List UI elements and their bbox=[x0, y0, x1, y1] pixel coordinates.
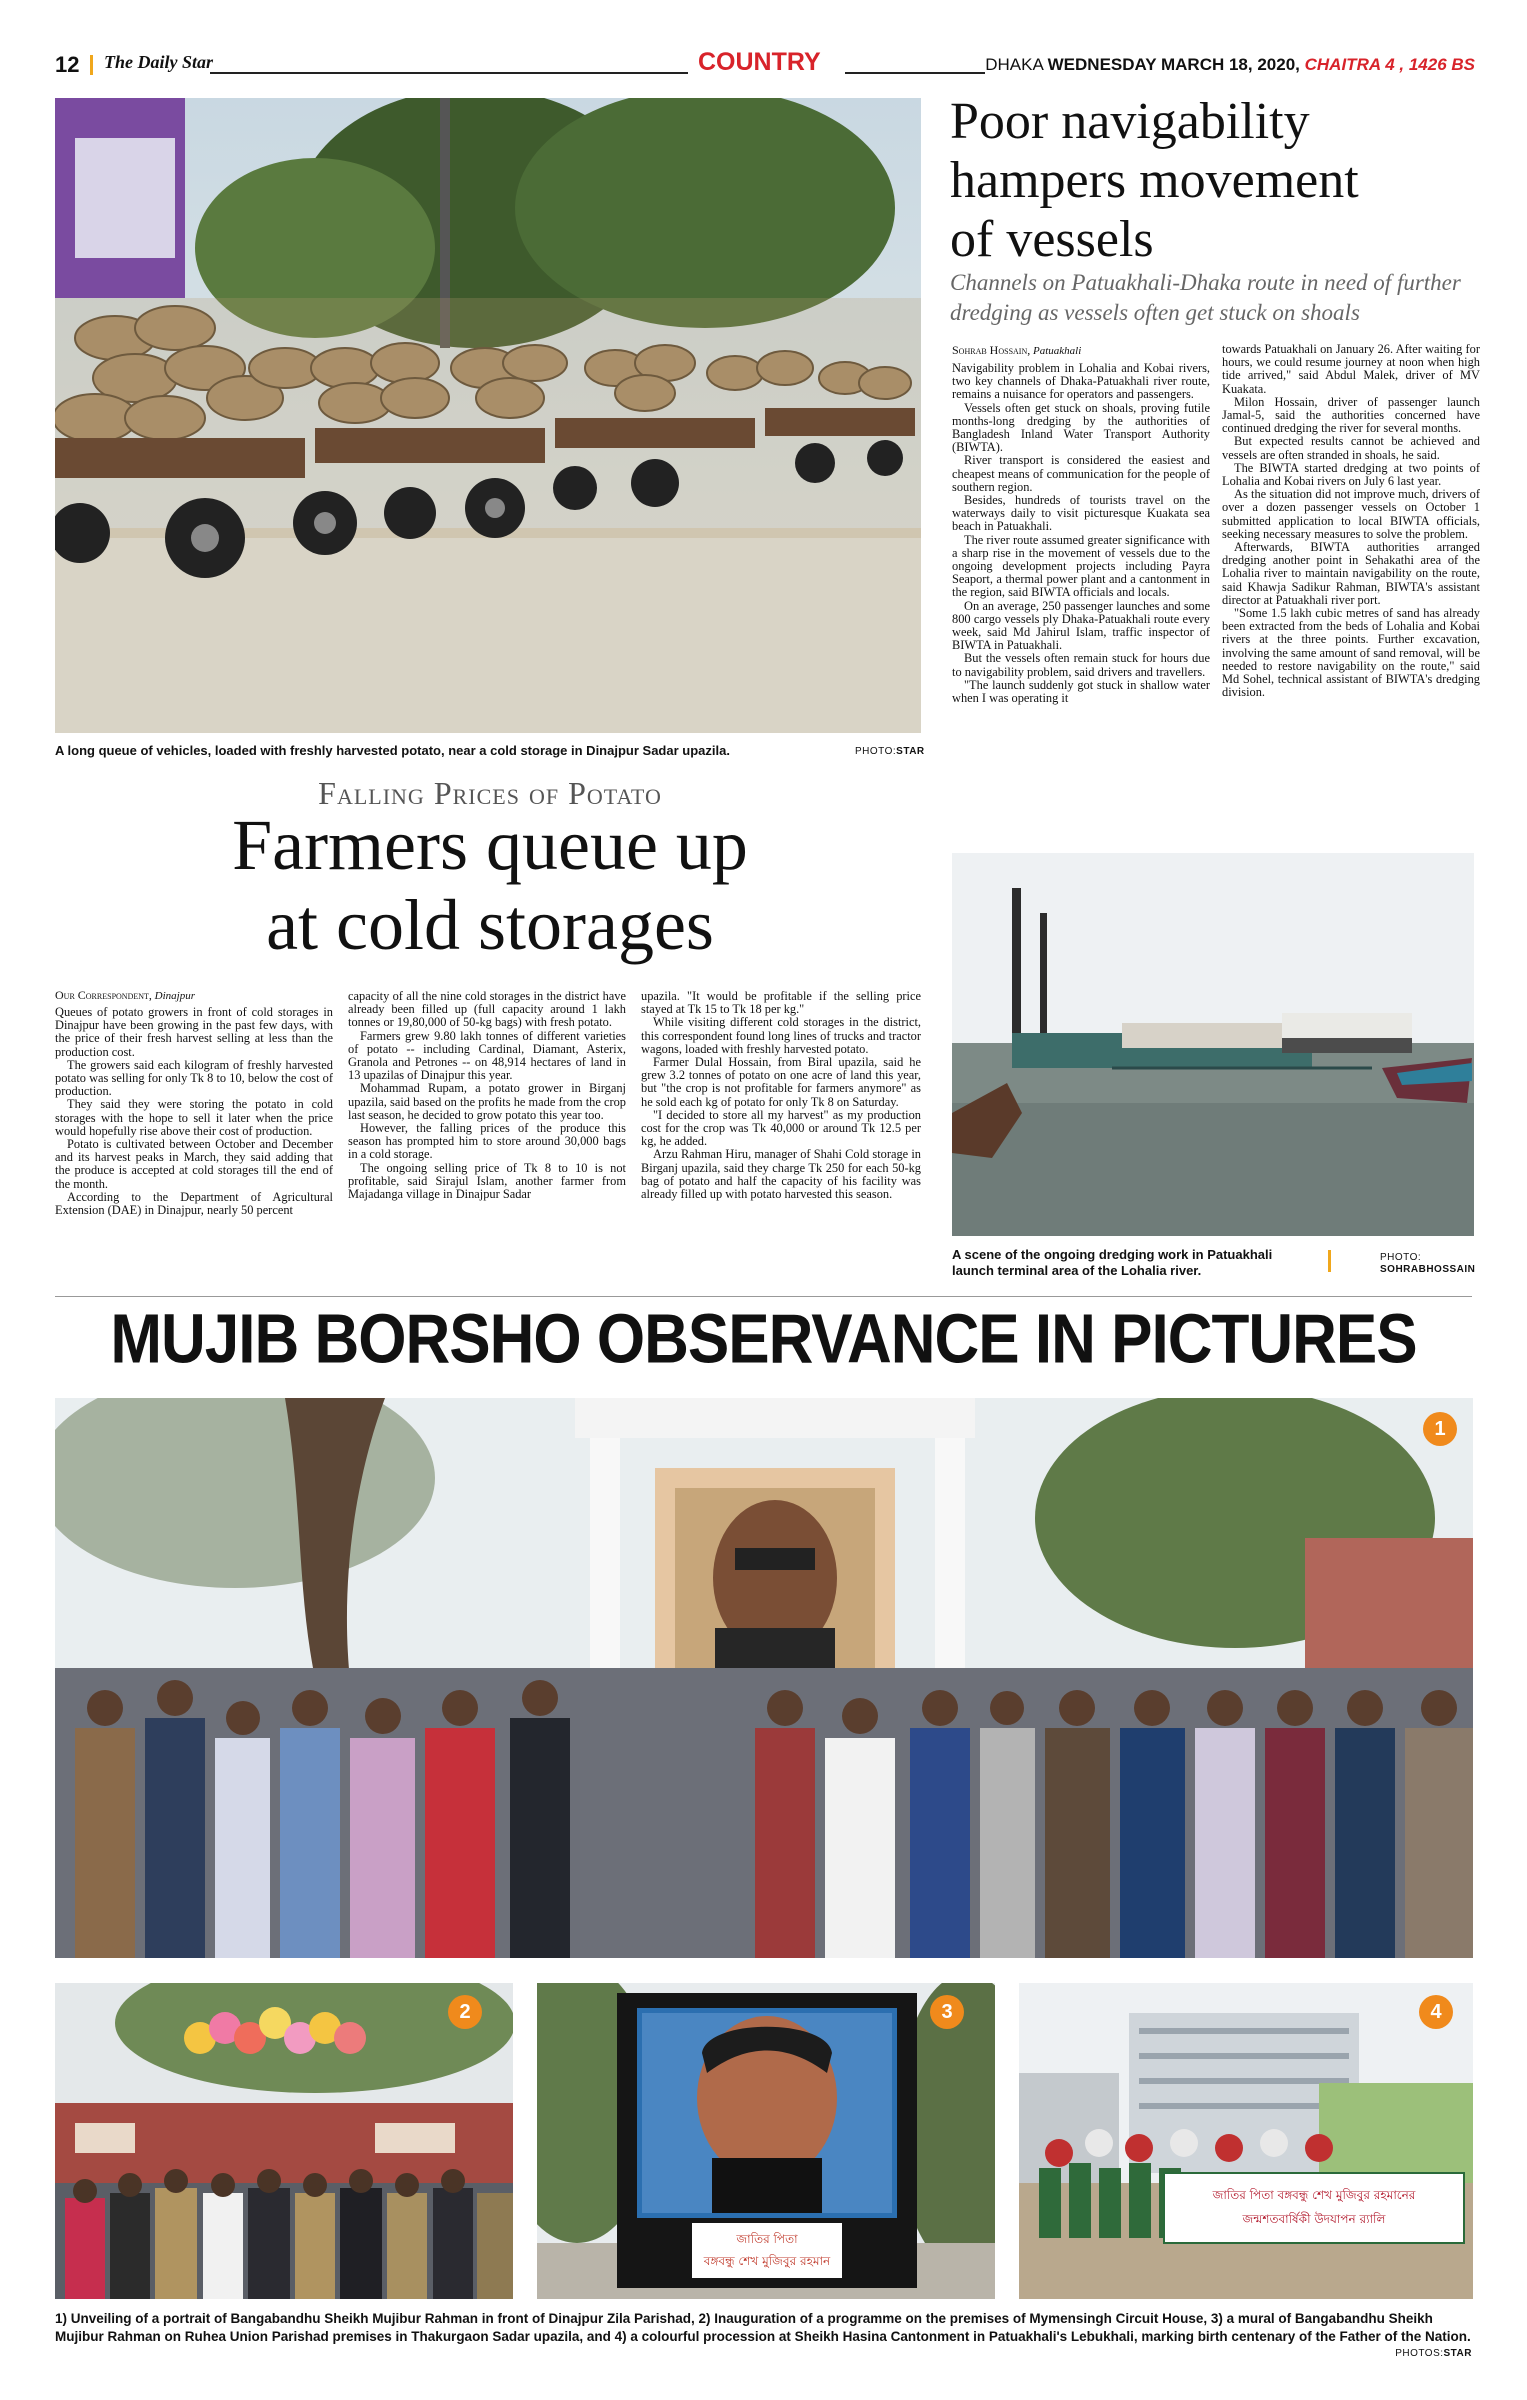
potato-kicker: Falling Prices of Potato bbox=[318, 775, 662, 811]
mujib-photos-credit bbox=[1395, 2348, 1472, 2359]
potato-headline-line1: Farmers queue up bbox=[232, 805, 748, 885]
paragraph: As the situation did not improve much, drivers of over a dozen passenger vessels on October 1 submitted application to local BIWTA officials, seeking necessary measures to solve the problem. bbox=[1222, 487, 1480, 541]
dateline-bangla-date: CHAITRA 4 , 1426 BS bbox=[1304, 55, 1475, 74]
credit-divider bbox=[1328, 1250, 1331, 1272]
credit-name: STAR bbox=[1443, 2348, 1472, 2359]
potato-column-3 bbox=[641, 990, 921, 1201]
paragraph: The growers said each kilogram of freshly harvested potato was selling for only Tk 8 to 10, below the cost of production. bbox=[55, 1057, 333, 1099]
credit-name: STAR bbox=[896, 746, 925, 757]
paragraph: upazila. "It would be profitable if the selling price stayed at Tk 15 to Tk 18 per kg." bbox=[641, 989, 921, 1017]
photo-number-badge: 2 bbox=[448, 1995, 482, 2029]
portrait-unveiling-photo bbox=[55, 1398, 1473, 1958]
dredging-photo bbox=[952, 853, 1474, 1236]
vessel-column-1 bbox=[952, 362, 1210, 705]
paragraph: "Some 1.5 lakh cubic metres of sand has already been extracted from the beds of Lohalia and Kobai rivers at the three points. Further excavation, involving the same amount of sand removal, will be needed to restore navigability on the route," said Md Sohel, technical assistant of BIWTA's dredging division. bbox=[1222, 606, 1480, 700]
paragraph: The river route assumed greater significance with a sharp rise in the movement of vessels due to the ongoing development projects including Payra Seaport, a thermal power plant and a cantonment in the region, said BIWTA officials and locals. bbox=[952, 532, 1210, 600]
potato-headline bbox=[55, 805, 925, 965]
dredging-photo-credit bbox=[1380, 1252, 1480, 1276]
paragraph: The ongoing selling price of Tk 8 to 10 is not profitable, said Sirajul Islam, another farmer from Majadanga village in Dinajpur Sadar bbox=[348, 1160, 626, 1202]
potato-photo-credit bbox=[855, 746, 925, 757]
credit-label: PHOTOS: bbox=[1395, 2348, 1444, 2359]
paragraph: While visiting different cold storages in the district, this correspondent found long lines of trucks and tractor wagons, loaded with freshly harvested potato. bbox=[641, 1015, 921, 1056]
paragraph: Queues of potato growers in front of cold storages in Dinajpur have been growing in the past few days, with the price of their fresh harvest selling at less than the production cost. bbox=[55, 1005, 333, 1059]
mujib-banner: MUJIB BORSHO OBSERVANCE IN PICTURES bbox=[110, 1301, 1417, 1379]
section-title: COUNTRY bbox=[698, 48, 821, 76]
byline-place: Dinajpur bbox=[154, 990, 195, 1002]
circuit-house-photo bbox=[55, 1983, 513, 2299]
paragraph: River transport is considered the easiest and cheapest means of communication for the people of southern region. bbox=[952, 453, 1210, 494]
byline-name: Sohrab Hossain, bbox=[952, 343, 1031, 357]
paragraph: On an average, 250 passenger launches and some 800 cargo vessels ply Dhaka-Patuakhali route every week, said Md Jahirul Islam, traffic inspector of BIWTA in Patuakhali. bbox=[952, 598, 1210, 653]
potato-headline-line2: at cold storages bbox=[266, 885, 714, 965]
potato-column-1 bbox=[55, 1006, 333, 1217]
vessel-column-2 bbox=[1222, 343, 1480, 699]
section-divider bbox=[55, 1296, 1472, 1297]
header-rule-right bbox=[845, 72, 985, 74]
vessel-headline-line2: hampers movement bbox=[950, 152, 1359, 209]
paragraph: "I decided to store all my harvest" as my production cost for the crop was Tk 40,000 or around Tk 12.5 per kg, he added. bbox=[641, 1107, 921, 1149]
photo-number-badge: 1 bbox=[1423, 1412, 1457, 1446]
byline-name: Our Correspondent, bbox=[55, 988, 152, 1002]
paragraph: But the vessels often remain stuck for hours due to navigability problem, said drivers and travellers. bbox=[952, 651, 1210, 679]
paragraph: capacity of all the nine cold storages in the district have already been filled up (full capacity around 1 lakh tonnes or 19,80,000 of 50-kg bags) with fresh potato. bbox=[348, 989, 626, 1030]
mural-photo bbox=[537, 1983, 995, 2299]
procession-photo bbox=[1019, 1983, 1473, 2299]
vessel-headline-line3: of vessels bbox=[950, 211, 1154, 268]
page-number: 12 bbox=[55, 52, 80, 77]
vessel-headline-line1: Poor navigability bbox=[950, 93, 1310, 150]
mural-text-line1: জাতির পিতা bbox=[736, 2232, 798, 2246]
paragraph: Afterwards, BIWTA authorities arranged dredging another point in Sehakathi area of the Lohalia river to maintain navigability on the route, said Khawja Sadikur Rahman, BIWTA's assistant director at Patuakhali river port. bbox=[1222, 540, 1480, 607]
credit-label: PHOTO: bbox=[855, 746, 897, 757]
paragraph: Arzu Rahman Hiru, manager of Shahi Cold storage in Birganj upazila, said they charge Tk 250 for each 50-kg bag of potato and half the capacity of his facility was already filled up with potato harvested this season. bbox=[641, 1147, 921, 1202]
mural-text-line2: বঙ্গবন্ধু শেখ মুজিবুর রহমান bbox=[703, 2254, 831, 2268]
header-divider bbox=[90, 55, 93, 75]
potato-byline bbox=[55, 988, 195, 1003]
paragraph: According to the Department of Agricultural Extension (DAE) in Dinajpur, nearly 50 percent bbox=[55, 1189, 333, 1218]
potato-column-2 bbox=[348, 990, 626, 1201]
paragraph: Milon Hossain, driver of passenger launch Jamal-5, said the authorities concerned have continued dredging the river for several months. bbox=[1222, 394, 1480, 436]
paragraph: Potato is cultivated between October and December and its harvest peaks in March, they said adding that the produce is accepted at cold storages till the end of the month. bbox=[55, 1137, 333, 1191]
dateline-date: WEDNESDAY MARCH 18, 2020, bbox=[1047, 55, 1300, 74]
paragraph: But expected results cannot be achieved and vessels are often stranded in shoals, he said. bbox=[1222, 434, 1480, 462]
procession-banner-line1: জাতির পিতা বঙ্গবন্ধু শেখ মুজিবুর রহমানের bbox=[1212, 2188, 1416, 2202]
header-rule-left bbox=[210, 72, 688, 74]
potato-photo-caption: A long queue of vehicles, loaded with freshly harvested potato, near a cold storage in Dinajpur Sadar upazila. bbox=[55, 743, 730, 758]
paragraph: Farmers grew 9.80 lakh tonnes of different varieties of potato -- including Cardinal, Diamant, Asterix, Granola and Petrones -- on 48,914 hectares of land in 13 upazilas of Dinajpur this year. bbox=[348, 1028, 626, 1083]
procession-banner-line2: জন্মশতবার্ষিকী উদযাপন র‍্যালি bbox=[1242, 2212, 1386, 2226]
paragraph: towards Patuakhali on January 26. After waiting for hours, we could resume journey at noon when high tide arrived," said Abdul Malek, driver of MV Kuakata. bbox=[1222, 342, 1480, 396]
credit-name: SOHRABHOSSAIN bbox=[1380, 1264, 1476, 1275]
paragraph: "The launch suddenly got stuck in shallow water when I was operating it bbox=[952, 677, 1210, 706]
paragraph: Farmer Dulal Hossain, from Biral upazila, said he grew 3.2 tonnes of potato on one acre of land this year, but "the crop is not profitable for farmers anymore" as he sold each kg of potato for only Tk 8 on Saturday. bbox=[641, 1055, 921, 1109]
dateline bbox=[985, 55, 1475, 75]
paragraph: Navigability problem in Lohalia and Kobai rivers, two key channels of Dhaka-Patuakhali river route, remains a nuisance for operators and passengers. bbox=[952, 361, 1210, 402]
paragraph: Vessels often get stuck on shoals, proving futile months-long dredging by the authorities of Bangladesh Inland Water Transport Authority (BIWTA). bbox=[952, 400, 1210, 455]
paragraph: The BIWTA started dredging at two points of Lohalia and Kobai rivers on July 6 last year. bbox=[1222, 460, 1480, 489]
vessel-byline bbox=[952, 343, 1081, 358]
paragraph: However, the falling prices of the produce this season has prompted him to store around 30,000 bags in a cold storage. bbox=[348, 1121, 626, 1162]
paragraph: They said they were storing the potato in cold storages with the hope to sell it later when the price would hopefully rise above their cost of production. bbox=[55, 1097, 333, 1138]
paragraph: Besides, hundreds of tourists travel on the waterways daily to visit picturesque Kuakata sea beach in Patuakhali. bbox=[952, 493, 1210, 534]
byline-place: Patuakhali bbox=[1033, 345, 1082, 357]
potato-vehicles-photo bbox=[55, 98, 921, 733]
mujib-photos-caption: 1) Unveiling of a portrait of Bangabandhu Sheikh Mujibur Rahman in front of Dinajpur Zila Parishad, 2) Inauguration of a programme on the premises of Mymensingh Circuit House, 3) a mural of Bangabandhu Sheikh Mujibur Rahman on Ruhea Union Parishad premises in Thakurgaon Sadar upazila, and 4) a colourful procession at Sheikh Hasina Cantonment in Patuakhali's Lebukhali, marking birth centenary of the Father of the Nation. bbox=[55, 2311, 1471, 2344]
credit-label: PHOTO: bbox=[1380, 1252, 1422, 1263]
vessel-headline bbox=[950, 92, 1480, 269]
vessel-deck: Channels on Patuakhali-Dhaka route in need of further dredging as vessels often get stuck on shoals bbox=[950, 270, 1461, 325]
masthead-logo: The Daily Star bbox=[104, 52, 214, 72]
photo-number-badge: 4 bbox=[1419, 1995, 1453, 2029]
dateline-city: DHAKA bbox=[985, 55, 1043, 74]
paragraph: Mohammad Rupam, a potato grower in Birganj upazila, said based on the profits he made from the crop last season, he decided to grow potato this year too. bbox=[348, 1081, 626, 1122]
photo-number-badge: 3 bbox=[930, 1995, 964, 2029]
dredging-photo-caption: A scene of the ongoing dredging work in Patuakhali launch terminal area of the Lohalia river. bbox=[952, 1247, 1273, 1278]
